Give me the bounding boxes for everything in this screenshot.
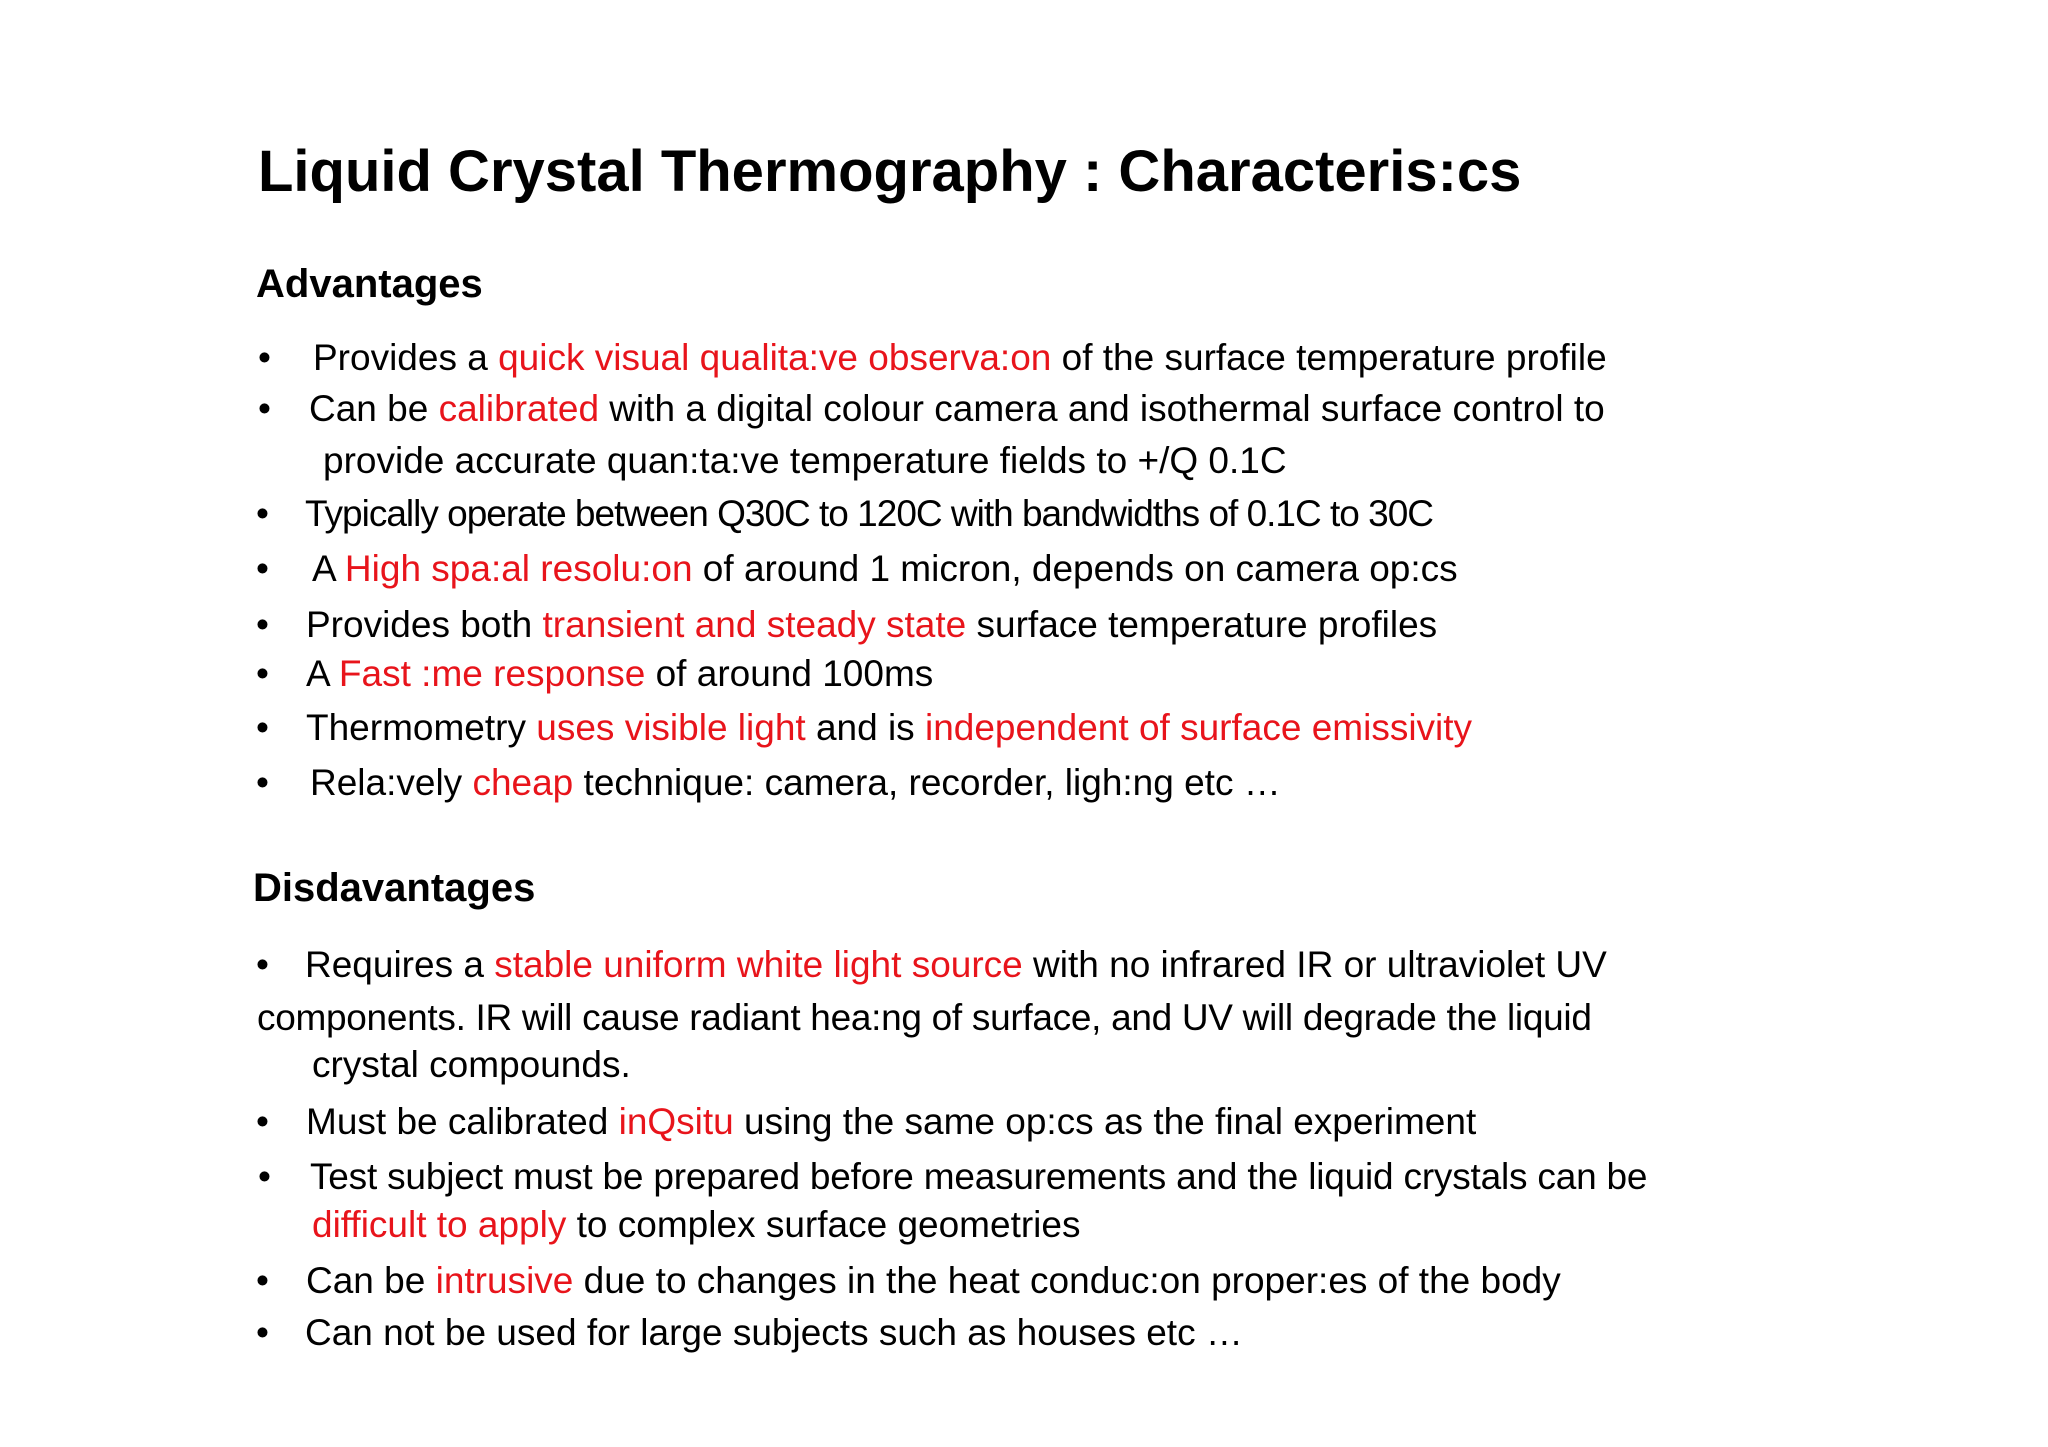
highlighted-phrase: uses visible light — [536, 707, 806, 748]
text-segment: Requires a — [305, 944, 495, 985]
advantage-line — [309, 387, 1605, 431]
highlighted-phrase: calibrated — [438, 388, 600, 429]
highlighted-phrase: High spa:al resolu:on — [344, 548, 693, 589]
text-segment: of around 100ms — [645, 653, 934, 694]
text-segment: Can be — [306, 1260, 436, 1301]
highlighted-phrase: independent of surface emissivity — [924, 707, 1473, 748]
highlighted-phrase: quick visual qualita:ve observa:on — [498, 337, 1052, 378]
text-segment: due to changes in the heat conduc:on proper:es of the body — [573, 1260, 1561, 1301]
disadvantage-line-continued — [257, 996, 1592, 1040]
text-segment: A — [312, 548, 345, 589]
bullet-icon: • — [256, 1312, 269, 1353]
bullet-icon: • — [256, 707, 269, 748]
advantage-line — [306, 706, 1472, 750]
bullet-icon: • — [256, 604, 269, 645]
text-segment: Thermometry — [306, 707, 537, 748]
bullet-icon: • — [256, 1101, 269, 1142]
bullet-icon: • — [258, 1156, 271, 1197]
bullet-icon: • — [256, 944, 269, 985]
text-segment: with no infrared IR or ultraviolet UV — [1022, 944, 1607, 985]
text-segment: technique: camera, recorder, ligh:ng etc … — [573, 762, 1281, 803]
highlighted-phrase: transient and steady state — [542, 604, 967, 645]
advantage-line — [306, 652, 933, 696]
text-segment: provide accurate quan:ta:ve temperature fields to +/Q 0.1C — [323, 440, 1287, 481]
disadvantage-line — [305, 1311, 1243, 1355]
text-segment: Typically operate between Q30C to 120C with bandwidths of 0.1C to 30C — [305, 493, 1434, 534]
text-segment: surface temperature profiles — [966, 604, 1438, 645]
bullet-icon: • — [258, 388, 271, 429]
bullet-icon: • — [256, 762, 269, 803]
slide-title: Liquid Crystal Thermography : Characteris:cs — [258, 139, 1522, 204]
highlighted-phrase: stable uniform white light source — [494, 944, 1023, 985]
disadvantage-line — [306, 1259, 1561, 1303]
bullet-icon: • — [256, 653, 269, 694]
advantage-line — [310, 761, 1281, 805]
advantage-line — [313, 336, 1607, 380]
advantage-line — [306, 603, 1437, 647]
disadvantages-heading: Disdavantages — [253, 866, 536, 910]
advantage-line — [312, 547, 1458, 591]
text-segment: Test subject must be prepared before measurements and the liquid crystals can be — [310, 1156, 1648, 1197]
highlighted-phrase: intrusive — [435, 1260, 574, 1301]
bullet-icon: • — [256, 493, 269, 534]
highlighted-phrase: Fast :me response — [338, 653, 646, 694]
bullet-icon: • — [256, 548, 269, 589]
text-segment: Can be — [309, 388, 439, 429]
text-segment: Must be calibrated — [306, 1101, 619, 1142]
advantages-heading: Advantages — [256, 262, 483, 306]
advantage-line — [305, 492, 1433, 536]
text-segment: to complex surface geometries — [566, 1204, 1081, 1245]
text-segment: A — [306, 653, 339, 694]
text-segment: of the surface temperature profile — [1051, 337, 1607, 378]
bullet-icon: • — [258, 337, 271, 378]
advantage-line-continued — [323, 439, 1287, 483]
highlighted-phrase: inQsitu — [618, 1101, 734, 1142]
text-segment: and is — [805, 707, 925, 748]
text-segment: crystal compounds. — [312, 1044, 631, 1085]
text-segment: with a digital colour camera and isothermal surface control to — [599, 388, 1605, 429]
disadvantage-line — [305, 943, 1607, 987]
bullet-icon: • — [256, 1260, 269, 1301]
text-segment: Rela:vely — [310, 762, 473, 803]
highlighted-phrase: cheap — [472, 762, 574, 803]
highlighted-phrase: difficult to apply — [312, 1204, 567, 1245]
text-segment: Provides a — [313, 337, 499, 378]
disadvantage-line — [306, 1100, 1476, 1144]
disadvantage-line-continued — [312, 1043, 631, 1087]
disadvantage-line — [310, 1155, 1647, 1199]
text-segment: Can not be used for large subjects such as houses etc … — [305, 1312, 1243, 1353]
text-segment: components. IR will cause radiant hea:ng of surface, and UV will degrade the liquid — [257, 997, 1592, 1038]
text-segment: of around 1 micron, depends on camera op:cs — [692, 548, 1458, 589]
text-segment: using the same op:cs as the final experiment — [733, 1101, 1477, 1142]
disadvantage-line-continued — [312, 1203, 1080, 1247]
text-segment: Provides both — [306, 604, 543, 645]
